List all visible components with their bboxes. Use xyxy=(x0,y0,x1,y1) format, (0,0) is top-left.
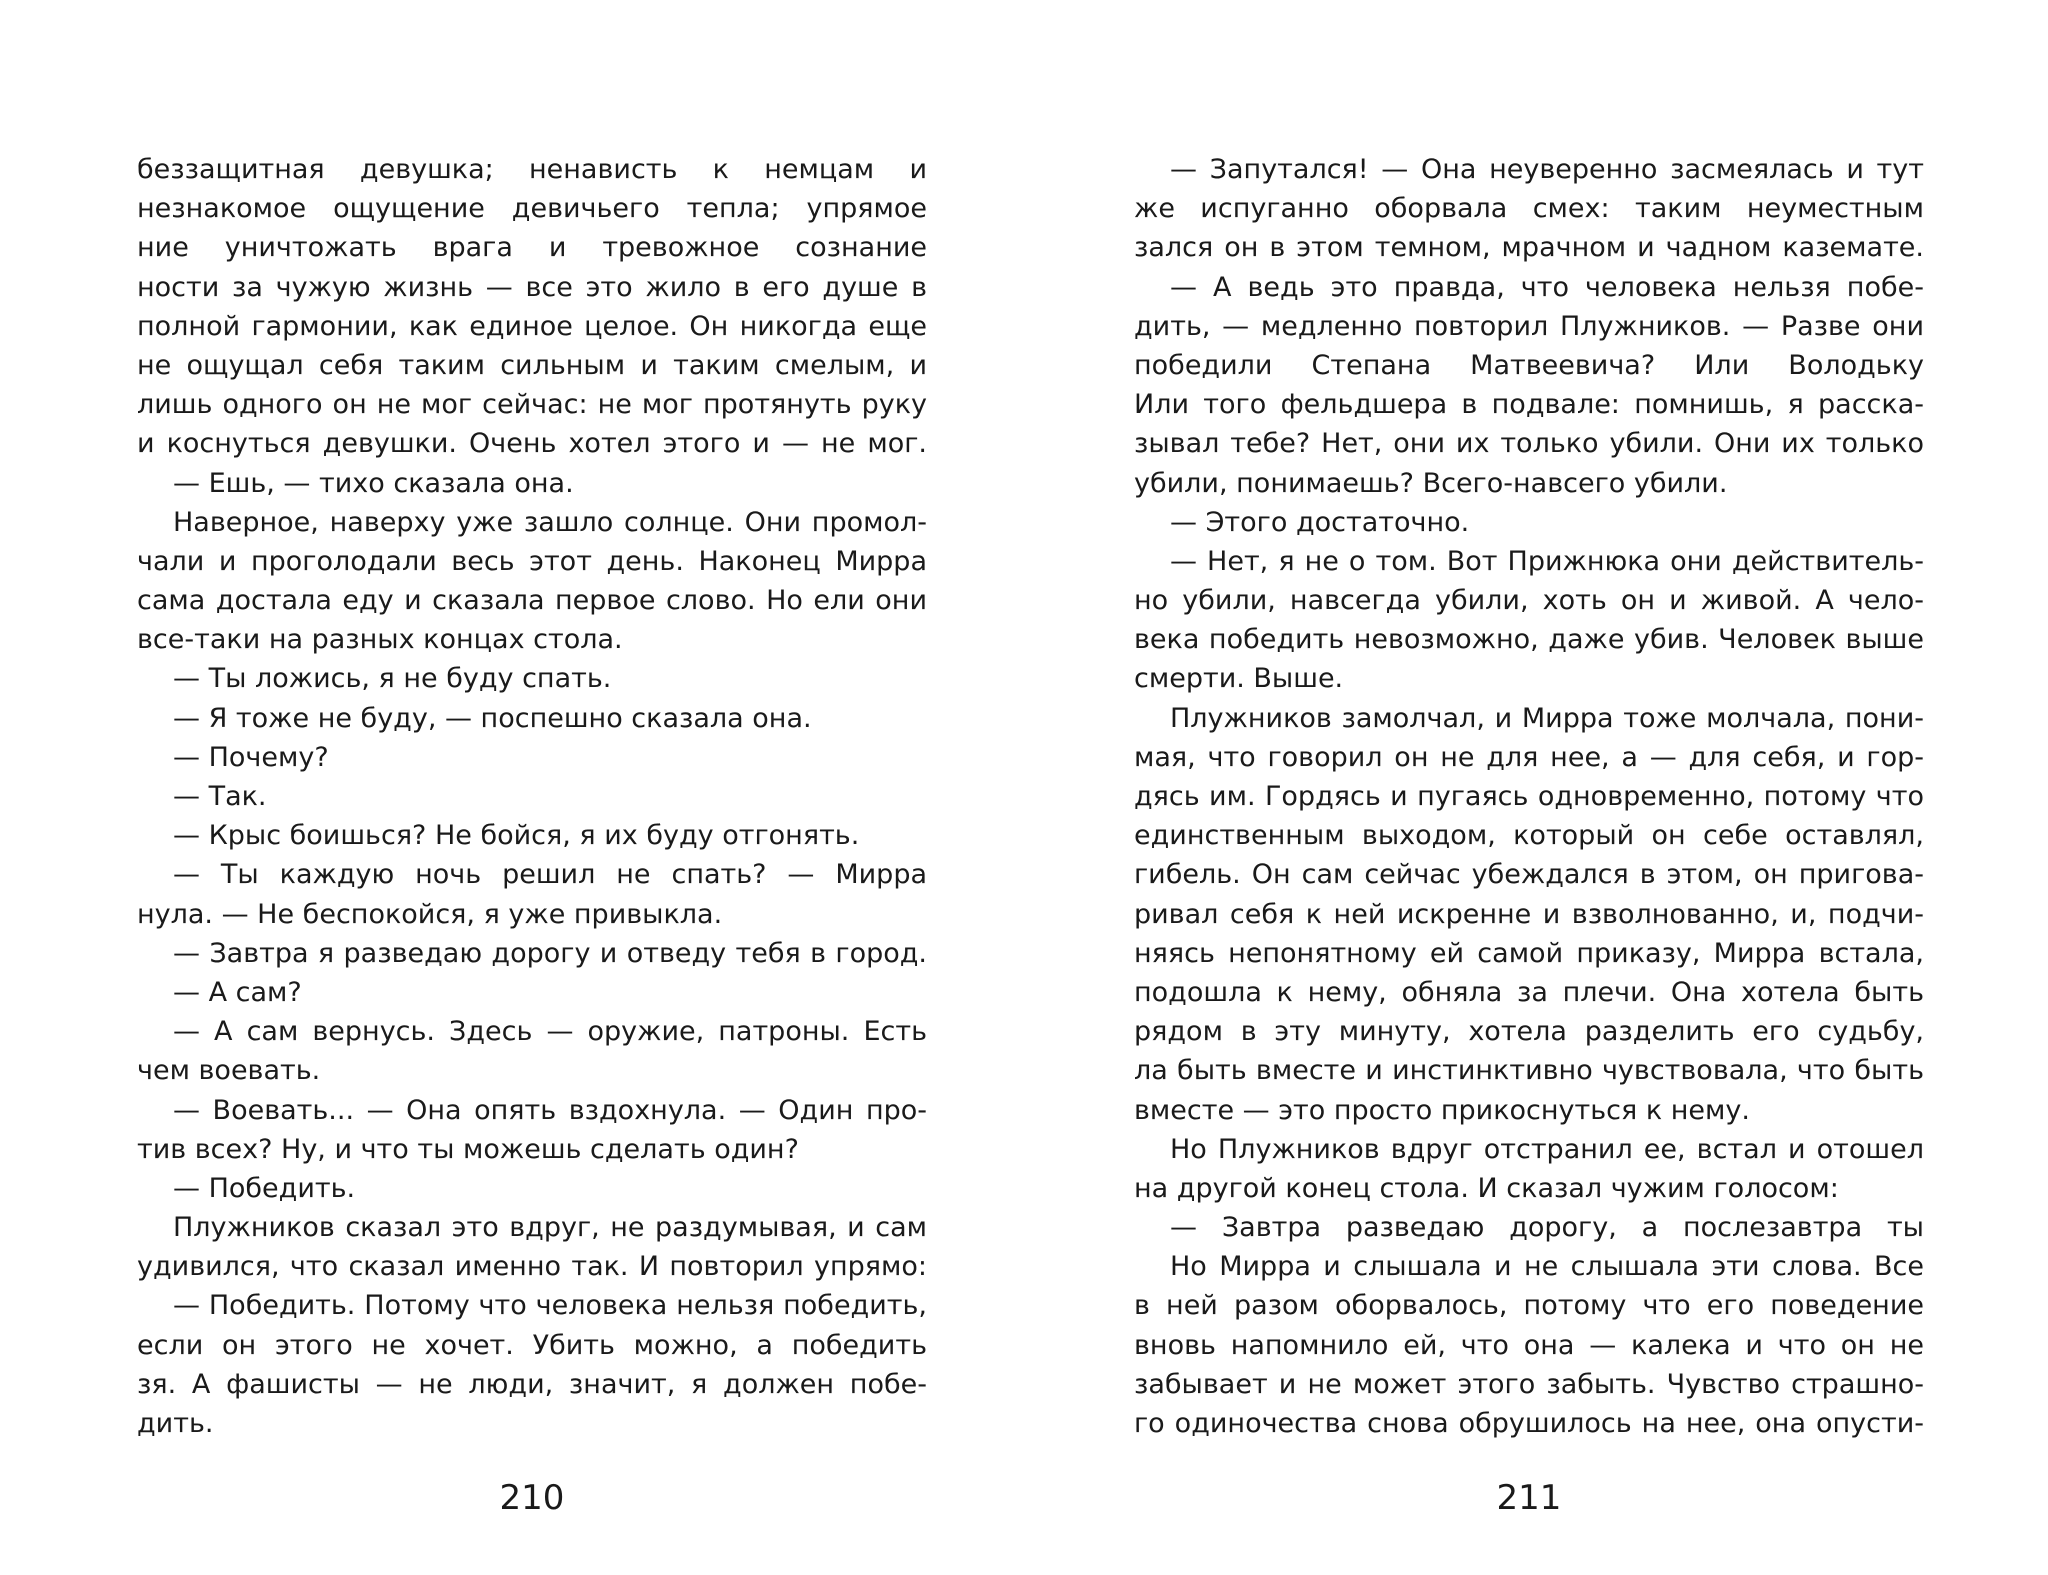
text-line xyxy=(1134,503,1924,542)
text-line-content: — Я тоже не буду, — поспешно сказала она. xyxy=(173,702,812,734)
text-line-content: же испуганно оборвала смех: таким неуместным xyxy=(1134,193,1924,225)
text-line xyxy=(1134,581,1924,620)
text-line xyxy=(1134,1130,1924,1169)
text-line-content: дить, — медленно повторил Плужников. — Разве они xyxy=(1134,310,1924,342)
right-page-text xyxy=(1134,150,1924,1443)
text-line xyxy=(1134,1247,1924,1286)
text-line-content: незнакомое ощущение девичьего тепла; упрямое xyxy=(137,193,927,225)
text-line-content: — А ведь это правда, что человека нельзя побе- xyxy=(1170,271,1924,303)
text-line xyxy=(1134,228,1924,267)
text-line-content: забывает и не может этого забыть. Чувство страшно- xyxy=(1134,1368,1924,1400)
text-line-content: но убили, навсегда убили, хоть он и живой. А чело- xyxy=(1134,585,1924,617)
text-line-content: Плужников замолчал, и Мирра тоже молчала, пони- xyxy=(1170,702,1924,734)
text-line xyxy=(137,777,927,816)
text-line xyxy=(137,503,927,542)
text-line-content: в ней разом оборвалось, потому что его поведение xyxy=(1134,1290,1924,1322)
text-line-content: — Ты ложись, я не буду спать. xyxy=(173,663,612,695)
text-line xyxy=(137,464,927,503)
text-line-content: Но Мирра и слышала и не слышала эти слова. Все xyxy=(1170,1251,1924,1283)
text-line-content: зывал тебе? Нет, они их только убили. Они их только xyxy=(1134,428,1924,460)
text-line xyxy=(1134,738,1924,777)
text-line-content: зался он в этом темном, мрачном и чадном каземате. xyxy=(1134,232,1924,264)
text-line xyxy=(137,1051,927,1090)
text-line xyxy=(1134,1208,1924,1247)
text-line-content: Наверное, наверху уже зашло солнце. Они промол- xyxy=(173,506,927,538)
text-line-content: вместе — это просто прикоснуться к нему. xyxy=(1134,1094,1750,1126)
text-line xyxy=(1134,424,1924,463)
text-line-content: Плужников сказал это вдруг, не раздумывая, и сам xyxy=(173,1212,927,1244)
text-line-content: няясь непонятному ей самой приказу, Мирра встала, xyxy=(1134,937,1924,969)
text-line xyxy=(137,1247,927,1286)
text-line-content: нула. — Не беспокойся, я уже привыкла. xyxy=(137,898,723,930)
text-line-content: Или того фельдшера в подвале: помнишь, я расска- xyxy=(1134,389,1924,421)
right-page-number: 211 xyxy=(1496,1478,1562,1518)
text-line xyxy=(1134,1326,1924,1365)
text-line xyxy=(137,268,927,307)
text-line xyxy=(137,855,927,894)
text-line-content: сама достала еду и сказала первое слово. Но ели они xyxy=(137,585,927,617)
text-line-content: рядом в эту минуту, хотела разделить его судьбу, xyxy=(1134,1016,1924,1048)
text-line-content: вновь напомнило ей, что она — калека и что он не xyxy=(1134,1329,1924,1361)
text-line xyxy=(1134,1012,1924,1051)
text-line xyxy=(1134,189,1924,228)
text-line xyxy=(1134,816,1924,855)
text-line-content: и коснуться девушки. Очень хотел этого и — не мог. xyxy=(137,428,927,460)
left-page-text xyxy=(137,150,927,1443)
text-line xyxy=(1134,542,1924,581)
text-line xyxy=(137,346,927,385)
text-line xyxy=(1134,1091,1924,1130)
text-line-content: — Победить. xyxy=(173,1172,356,1204)
text-line xyxy=(1134,699,1924,738)
text-line xyxy=(137,816,927,855)
text-line xyxy=(137,738,927,777)
text-line-content: Но Плужников вдруг отстранил ее, встал и отошел xyxy=(1170,1133,1924,1165)
text-line-content: дясь им. Гордясь и пугаясь одновременно, потому что xyxy=(1134,781,1924,812)
text-line xyxy=(137,1286,927,1325)
text-line-content: гибель. Он сам сейчас убеждался в этом, он пригова- xyxy=(1134,859,1924,891)
text-line xyxy=(1134,659,1924,698)
text-line xyxy=(1134,973,1924,1012)
text-line-content: полной гармонии, как единое целое. Он никогда еще xyxy=(137,310,927,342)
text-line xyxy=(137,424,927,463)
text-line-content: подошла к нему, обняла за плечи. Она хотела быть xyxy=(1134,976,1924,1008)
text-line xyxy=(137,1169,927,1208)
text-line-content: на другой конец стола. И сказал чужим голосом: xyxy=(1134,1172,1839,1204)
text-line-content: — Нет, я не о том. Вот Прижнюка они действитель- xyxy=(1170,545,1924,577)
text-line xyxy=(1134,895,1924,934)
text-line xyxy=(137,150,927,189)
text-line-content: все-таки на разных концах стола. xyxy=(137,624,623,656)
text-line xyxy=(137,973,927,1012)
text-line xyxy=(1134,1286,1924,1325)
text-line xyxy=(1134,385,1924,424)
text-line xyxy=(1134,1404,1924,1443)
text-line xyxy=(1134,464,1924,503)
text-line xyxy=(1134,1365,1924,1404)
text-line xyxy=(1134,1169,1924,1208)
text-line xyxy=(137,581,927,620)
text-line-content: зя. А фашисты — не люди, значит, я должен побе- xyxy=(137,1368,927,1400)
text-line-content: убили, понимаешь? Всего-навсего убили. xyxy=(1134,467,1728,499)
left-page-number: 210 xyxy=(499,1478,565,1518)
text-line-content: ние уничтожать врага и тревожное сознание xyxy=(137,232,927,264)
text-line-content: беззащитная девушка; ненависть к немцам и xyxy=(137,154,927,185)
text-line xyxy=(1134,150,1924,189)
text-line xyxy=(137,895,927,934)
text-line xyxy=(1134,777,1924,816)
text-line-content: смерти. Выше. xyxy=(1134,663,1344,695)
text-line-content: победили Степана Матвеевича? Или Володьку xyxy=(1134,349,1924,381)
text-line xyxy=(137,189,927,228)
text-line xyxy=(137,228,927,267)
text-line xyxy=(1134,934,1924,973)
text-line-content: мая, что говорил он не для нее, а — для себя, и гор- xyxy=(1134,741,1924,773)
text-line xyxy=(137,1130,927,1169)
text-line-content: — Крыс боишься? Не бойся, я их буду отгонять. xyxy=(173,820,860,852)
text-line-content: — Запутался! — Она неуверенно засмеялась и тут xyxy=(1170,154,1924,185)
text-line-content: дить. xyxy=(137,1408,214,1439)
text-line xyxy=(137,1012,927,1051)
text-line xyxy=(1134,346,1924,385)
text-line-content: — Завтра разведаю дорогу, а послезавтра ты xyxy=(1170,1212,1924,1244)
text-line-content: ности за чужую жизнь — все это жило в его душе в xyxy=(137,271,927,303)
text-line xyxy=(137,1208,927,1247)
text-line xyxy=(1134,620,1924,659)
text-line-content: — А сам? xyxy=(173,976,302,1008)
text-line-content: не ощущал себя таким сильным и таким смелым, и xyxy=(137,349,927,381)
text-line xyxy=(1134,307,1924,346)
text-line xyxy=(137,307,927,346)
text-line xyxy=(1134,268,1924,307)
text-line-content: тив всех? Ну, и что ты можешь сделать один? xyxy=(137,1133,799,1165)
text-line-content: — Воевать... — Она опять вздохнула. — Один про- xyxy=(173,1094,927,1126)
right-page xyxy=(1024,0,2048,1575)
text-line-content: лишь одного он не мог сейчас: не мог протянуть руку xyxy=(137,389,927,421)
text-line xyxy=(137,542,927,581)
text-line-content: века победить невозможно, даже убив. Человек выше xyxy=(1134,624,1924,656)
text-line xyxy=(137,659,927,698)
text-line xyxy=(137,620,927,659)
text-line xyxy=(137,1404,927,1443)
text-line-content: — Этого достаточно. xyxy=(1170,506,1470,538)
text-line-content: ла быть вместе и инстинктивно чувствовала, что быть xyxy=(1134,1055,1924,1087)
text-line xyxy=(137,934,927,973)
text-line-content: — Так. xyxy=(173,781,267,812)
text-line xyxy=(137,1091,927,1130)
text-line-content: чали и проголодали весь этот день. Наконец Мирра xyxy=(137,545,927,577)
text-line-content: ривал себя к ней искренне и взволнованно, и, подчи- xyxy=(1134,898,1924,930)
text-line xyxy=(137,1326,927,1365)
text-line-content: — Завтра я разведаю дорогу и отведу тебя в город. xyxy=(173,937,927,969)
text-line-content: — А сам вернусь. Здесь — оружие, патроны. Есть xyxy=(173,1016,927,1048)
text-line-content: если он этого не хочет. Убить можно, а победить xyxy=(137,1329,927,1361)
text-line-content: — Победить. Потому что человека нельзя победить, xyxy=(173,1290,927,1322)
text-line-content: удивился, что сказал именно так. И повторил упрямо: xyxy=(137,1251,927,1283)
text-line-content: го одиночества снова обрушилось на нее, она опусти- xyxy=(1134,1408,1924,1439)
text-line-content: — Ешь, — тихо сказала она. xyxy=(173,467,574,499)
text-line xyxy=(137,699,927,738)
text-line xyxy=(1134,1051,1924,1090)
text-line xyxy=(137,385,927,424)
text-line-content: единственным выходом, который он себе оставлял, xyxy=(1134,820,1924,852)
text-line xyxy=(1134,855,1924,894)
text-line xyxy=(137,1365,927,1404)
text-line-content: — Почему? xyxy=(173,741,329,773)
text-line-content: чем воевать. xyxy=(137,1055,321,1087)
text-line-content: — Ты каждую ночь решил не спать? — Мирра xyxy=(173,859,927,891)
